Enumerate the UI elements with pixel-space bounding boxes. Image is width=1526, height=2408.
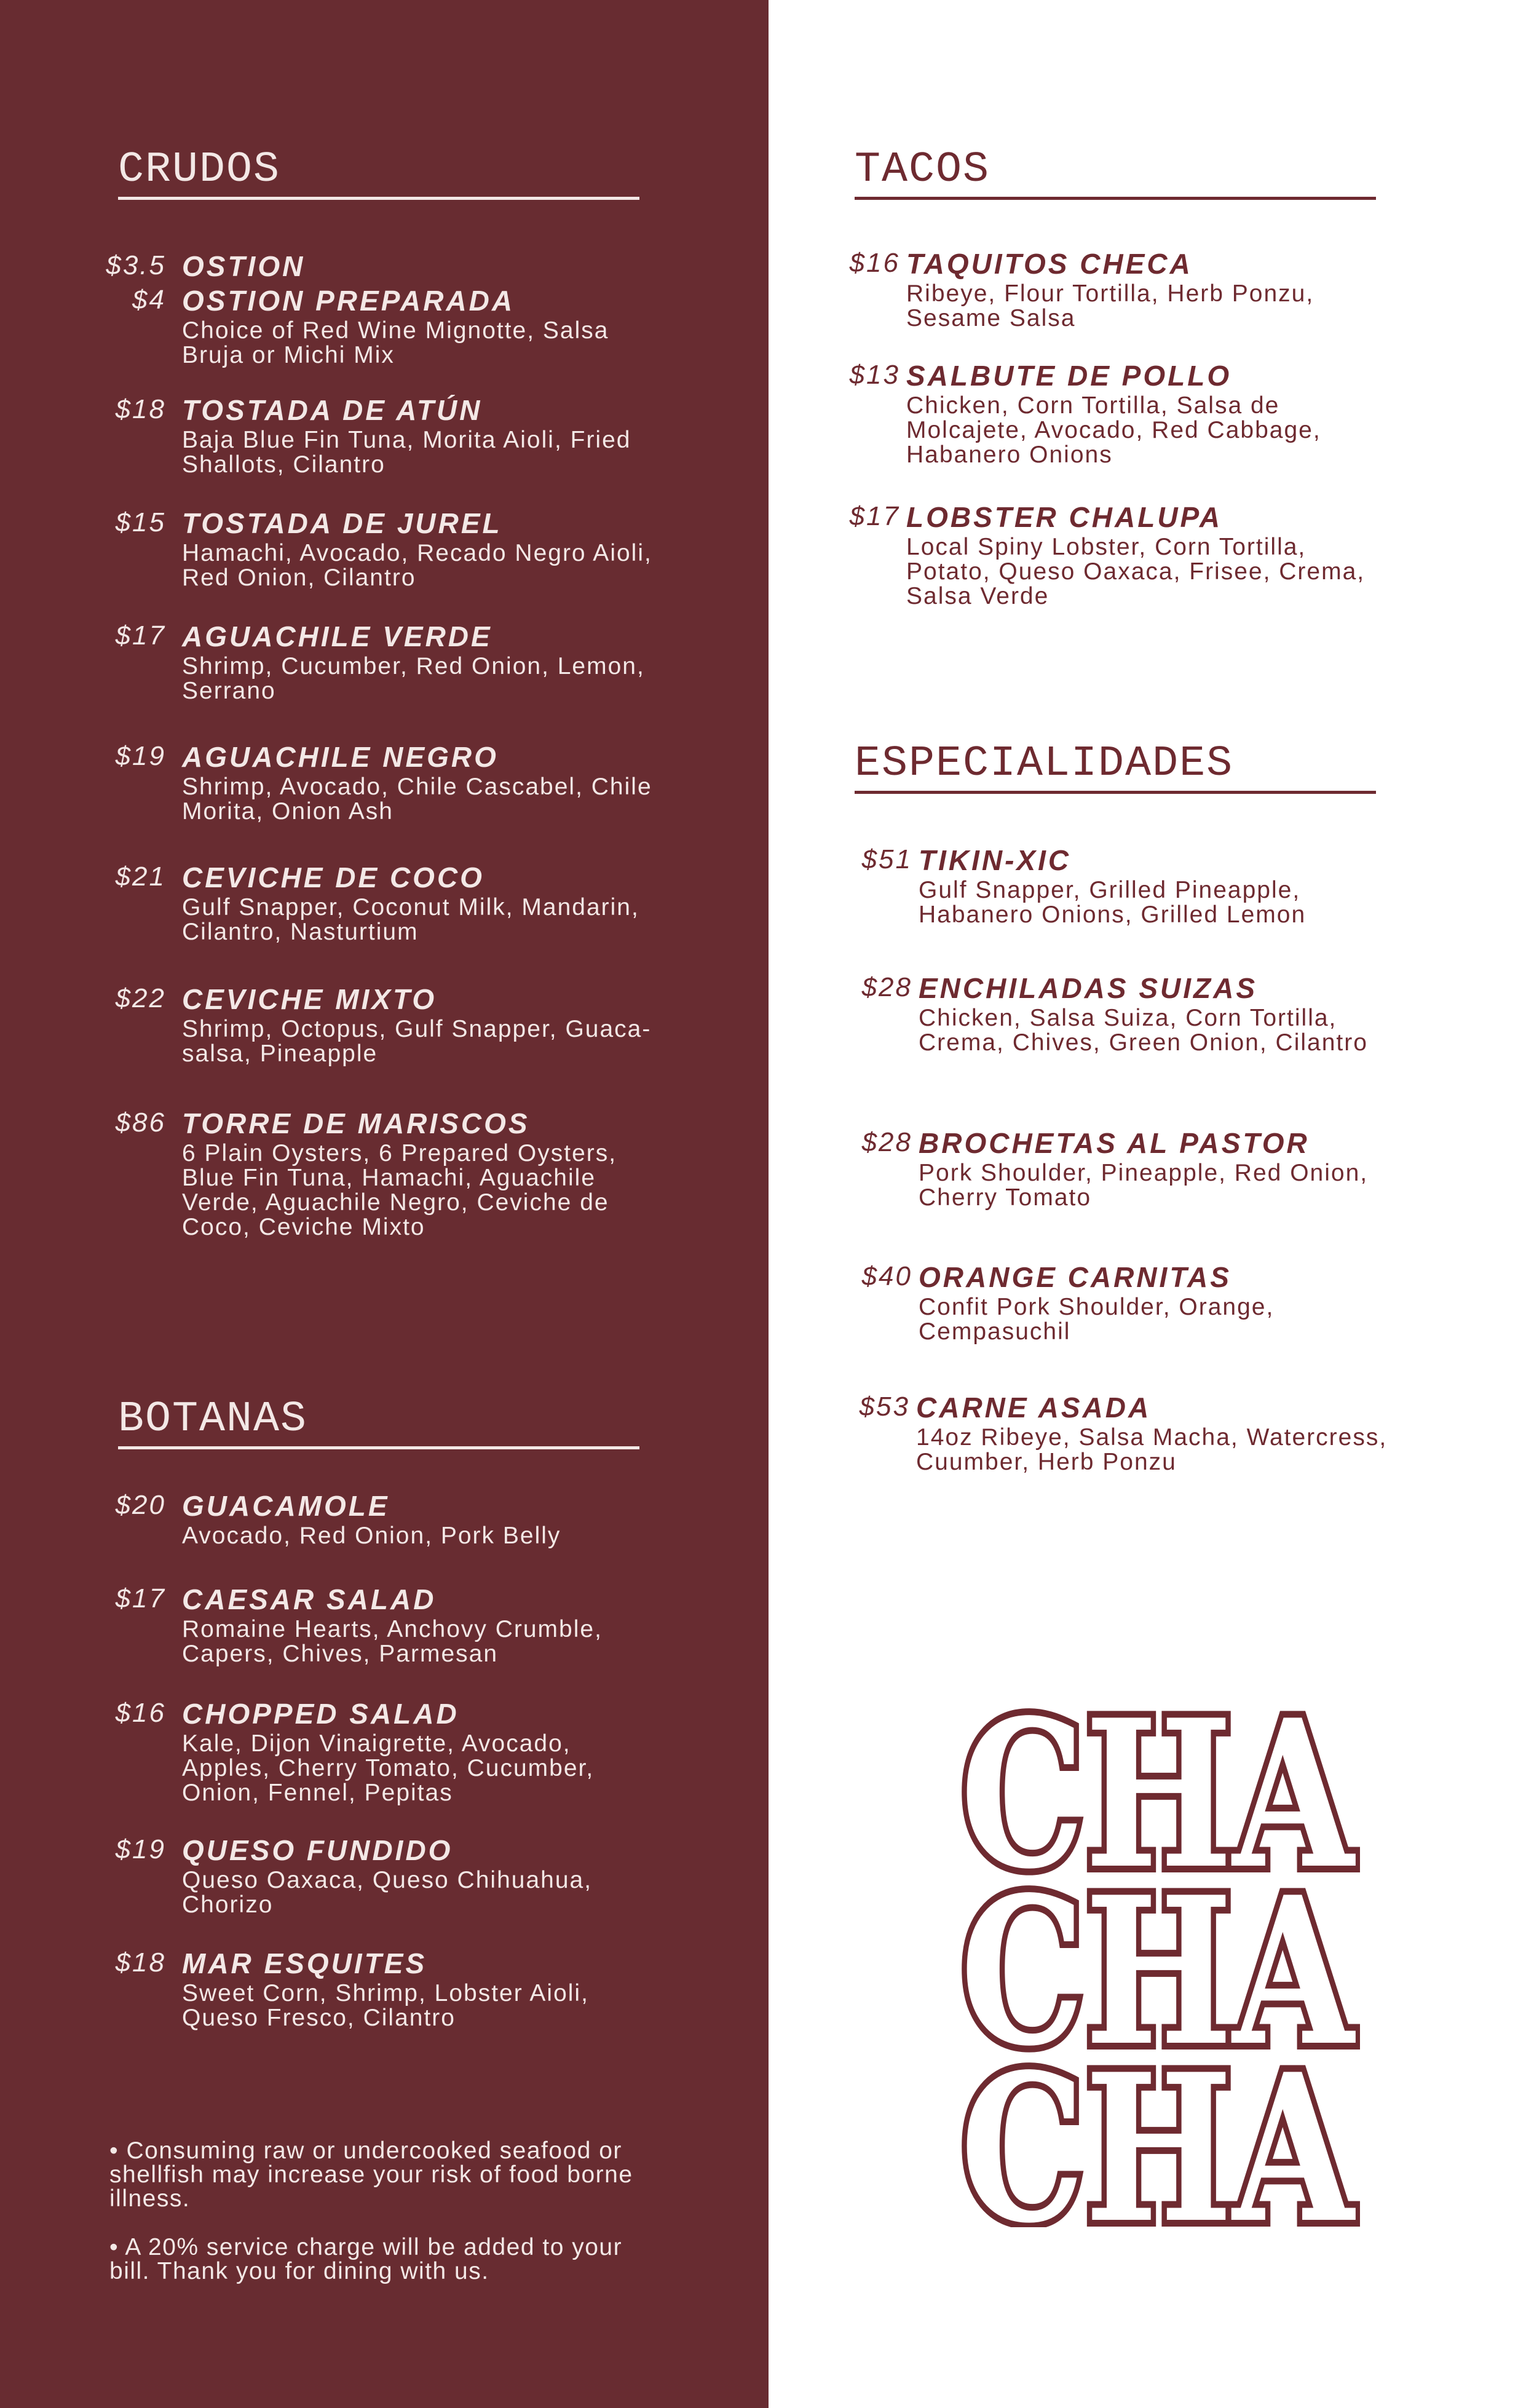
item-price: $19: [115, 1834, 166, 1864]
item-price: $16: [849, 248, 900, 278]
cha-cha-cha-logo: [954, 1705, 1360, 2227]
logo-line-fill: CHA: [960, 1852, 1358, 2091]
item-name: BROCHETAS AL PASTOR: [919, 1127, 1310, 1159]
item-name: SALBUTE DE POLLO: [906, 360, 1232, 392]
raw-seafood-warning: • Consuming raw or undercooked seafood or shellfish may increase your risk of food borne illness.: [109, 2137, 633, 2212]
item-name: GUACAMOLE: [182, 1490, 390, 1522]
botanas-title: BOTANAS: [118, 1395, 308, 1444]
botanas-rule: [118, 1446, 639, 1449]
item-name: TAQUITOS CHECA: [906, 248, 1193, 280]
item-description: Baja Blue Fin Tuna, Morita Aioli, Fried Shallots, Cilantro: [182, 427, 631, 478]
item-price: $4: [132, 285, 166, 315]
item-price: $17: [115, 1583, 166, 1614]
item-name: TIKIN-XIC: [919, 844, 1072, 876]
crudos-rule: [118, 197, 639, 200]
item-name: CEVICHE DE COCO: [182, 861, 484, 893]
especialidades-title: ESPECIALIDADES: [855, 740, 1234, 788]
item-name: CAESAR SALAD: [182, 1583, 437, 1615]
item-description: Chicken, Salsa Suiza, Corn Tortilla, Crema, Chives, Green Onion, Cilantro: [919, 1005, 1368, 1056]
item-price: $86: [115, 1107, 166, 1138]
item-name: QUESO FUNDIDO: [182, 1834, 453, 1866]
item-description: Kale, Dijon Vinaigrette, Avocado, Apples, Cherry Tomato, Cucumber, Onion, Fennel, Pepitas: [182, 1730, 595, 1806]
item-price: $20: [115, 1490, 166, 1520]
item-name: OSTION PREPARADA: [182, 285, 515, 317]
logo-line: CHA: [960, 2029, 1358, 2227]
logo-line-fill: CHA: [960, 2029, 1358, 2227]
item-price: $51: [861, 844, 912, 874]
item-price: $16: [115, 1698, 166, 1728]
item-name: LOBSTER CHALUPA: [906, 501, 1223, 533]
item-price: $28: [861, 1127, 912, 1157]
item-name: CARNE ASADA: [916, 1392, 1152, 1424]
item-description: Ribeye, Flour Tortilla, Herb Ponzu, Sesame Salsa: [906, 280, 1314, 331]
item-name: TOSTADA DE ATÚN: [182, 394, 483, 426]
item-price: $13: [849, 360, 900, 390]
item-description: Romaine Hearts, Anchovy Crumble, Capers, Chives, Parmesan: [182, 1616, 603, 1667]
item-description: Gulf Snapper, Grilled Pineapple, Habanero Onions, Grilled Lemon: [919, 877, 1307, 928]
item-name: AGUACHILE VERDE: [182, 620, 492, 652]
item-description: Choice of Red Wine Mignotte, Salsa Bruja or Michi Mix: [182, 317, 609, 368]
item-price: $17: [849, 501, 900, 531]
item-price: $3.5: [106, 250, 166, 280]
logo-line: CHA: [960, 1705, 1358, 1914]
item-price: $17: [115, 620, 166, 651]
item-price: $18: [115, 394, 166, 424]
item-description: Avocado, Red Onion, Pork Belly: [182, 1523, 561, 1549]
item-price: $28: [861, 972, 912, 1002]
item-name: TOSTADA DE JUREL: [182, 507, 502, 539]
logo-wordmark: [954, 1705, 1360, 2227]
item-description: Hamachi, Avocado, Recado Negro Aioli, Red Onion, Cilantro: [182, 540, 652, 591]
logo-line-fill: CHA: [960, 1705, 1358, 1914]
item-description: Pork Shoulder, Pineapple, Red Onion, Cherry Tomato: [919, 1160, 1369, 1211]
item-description: 14oz Ribeye, Salsa Macha, Watercress, Cuumber, Herb Ponzu: [916, 1424, 1388, 1475]
logo-line: CHA: [960, 1852, 1358, 2091]
item-price: $53: [859, 1392, 910, 1422]
item-price: $19: [115, 741, 166, 771]
item-name: MAR ESQUITES: [182, 1947, 427, 1979]
item-description: Shrimp, Avocado, Chile Cascabel, Chile Morita, Onion Ash: [182, 774, 652, 825]
item-description: Shrimp, Octopus, Gulf Snapper, Guaca-salsa, Pineapple: [182, 1016, 652, 1067]
item-name: ENCHILADAS SUIZAS: [919, 972, 1258, 1004]
item-name: ORANGE CARNITAS: [919, 1261, 1231, 1293]
service-charge-note: • A 20% service charge will be added to your bill. Thank you for dining with us.: [109, 2234, 623, 2284]
tacos-title: TACOS: [855, 146, 990, 194]
item-name: CEVICHE MIXTO: [182, 983, 437, 1015]
item-price: $18: [115, 1947, 166, 1978]
item-description: Sweet Corn, Shrimp, Lobster Aioli, Queso Fresco, Cilantro: [182, 1980, 589, 2031]
item-name: OSTION: [182, 250, 306, 282]
item-name: AGUACHILE NEGRO: [182, 741, 499, 773]
especialidades-rule: [855, 791, 1376, 794]
item-description: 6 Plain Oysters, 6 Prepared Oysters, Blue Fin Tuna, Hamachi, Aguachile Verde, Aguachile Negro, Ceviche de Coco, Ceviche Mixto: [182, 1140, 617, 1240]
tacos-rule: [855, 197, 1376, 200]
item-description: Shrimp, Cucumber, Red Onion, Lemon, Serrano: [182, 653, 645, 704]
item-name: TORRE DE MARISCOS: [182, 1107, 530, 1139]
item-description: Local Spiny Lobster, Corn Tortilla, Potato, Queso Oaxaca, Frisee, Crema, Salsa Verde: [906, 534, 1366, 609]
item-price: $40: [861, 1261, 912, 1291]
item-description: Confit Pork Shoulder, Orange, Cempasuchil: [919, 1294, 1275, 1345]
crudos-title: CRUDOS: [118, 146, 281, 194]
item-name: CHOPPED SALAD: [182, 1698, 459, 1730]
item-price: $15: [115, 507, 166, 537]
item-price: $21: [115, 861, 166, 892]
item-description: Queso Oaxaca, Queso Chihuahua, Chorizo: [182, 1867, 593, 1918]
item-description: Gulf Snapper, Coconut Milk, Mandarin, Cilantro, Nasturtium: [182, 894, 639, 945]
item-price: $22: [115, 983, 166, 1013]
item-description: Chicken, Corn Tortilla, Salsa de Molcajete, Avocado, Red Cabbage, Habanero Onions: [906, 392, 1321, 468]
footnotes: [109, 2139, 663, 2308]
